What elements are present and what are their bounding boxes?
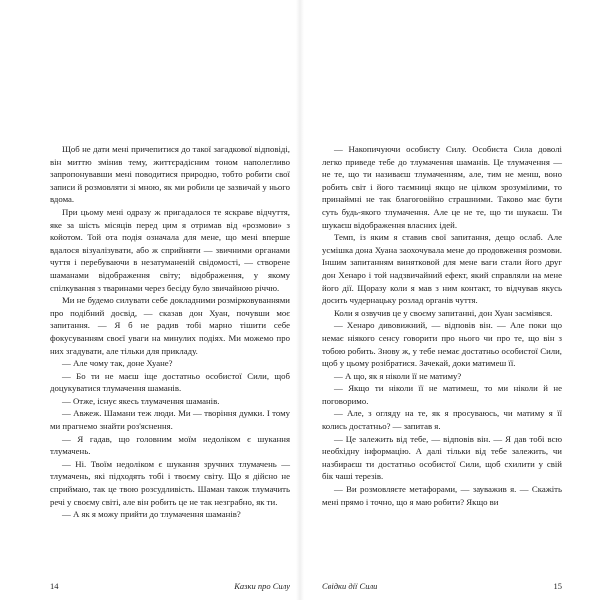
paragraph: — Але чому так, доне Хуане? <box>62 358 173 369</box>
paragraph: — А як я можу прийти до тлумачення шаманів? <box>62 509 241 520</box>
paragraph: — Але, з огляду на те, як я просуваюсь, чи матиму я її колись достатньо? — запитав я. <box>322 408 562 432</box>
book-gutter <box>296 0 304 600</box>
right-page-footer <box>322 581 562 591</box>
paragraph: — Хенаро дивовижний, — відповів він. — Але поки що немає ніякого сенсу говорити про нього чи про те, що він з тобою робить. Знову ж, у тебе немає достатньо особистої Сили, щоб у цьому розібратися. Зачекай, доки матимеш її. <box>322 320 562 369</box>
left-page-body <box>50 143 290 521</box>
paragraph: — Накопичуючи особисту Силу. Особиста Сила доволі легко приведе тебе до тлумачення шаманів. Це тлумачення — не те, що ти називаєш тлумаченням, але, тим не менш, воно робить світ і його таємниці якщо не цілком зрозумілими, то принаймні не так благоговійно страшними. Таково має бути суть будь-якого тлумачення. Але це не те, що ти шукаєш. Ти шукаєш відображення власних ідей. <box>322 144 562 230</box>
paragraph: Ми не будемо силувати себе докладними розмірковуваннями про подібний досвід, — сказав дон Хуан, почувши моє запитання. — Я б не радив тобі марно тішити себе фокусуванням своєї уваги на минулих подіях. Ми можемо про них згадувати, але тільки для прикладу. <box>50 295 290 356</box>
left-page-footer <box>50 581 290 591</box>
paragraph: — Це залежить від тебе, — відповів він. — Я дав тобі всю необхідну інформацію. А далі тільки від тебе залежить, чи назбираєш ти достатньо особистої Сили, щоб схилити у свій бік чаші терезів. <box>322 433 562 482</box>
paragraph: Щоб не дати мені причепитися до такої загадкової відповіді, він миттю змінив тему, життєрадісним тоном наполегливо запропонувавши мені поводитися природно, тобто робити свої записи й розмовляти зі мною, як ми робили це зазвичай у нього вдома. <box>50 144 290 205</box>
paragraph: — Якщо ти ніколи її не матимеш, то ми ніколи й не поговоримо. <box>322 383 562 406</box>
page-number: 15 <box>553 581 562 591</box>
right-page-body <box>322 143 562 508</box>
paragraph: Коли я озвучив це у своєму запитанні, дон Хуан засміявся. <box>334 307 553 318</box>
running-title: Свідки дії Сили <box>322 581 378 591</box>
paragraph: — Я гадав, що головним моїм недоліком є шукання тлумачень. <box>50 433 290 457</box>
page-number: 14 <box>50 581 59 591</box>
paragraph: — Ні. Твоїм недоліком є шукання зручних тлумачень — тлумачень, які підходять тобі і твоєму світу. Що я дійсно не сприймаю, так це твою розсудливість. Шаман також тлумачить речі у своєму світі, але він робить це не так незграбно, як ти. <box>50 458 290 507</box>
paragraph: — А що, як я ніколи її не матиму? <box>334 370 462 381</box>
paragraph: При цьому мені одразу ж пригадалося те яскраве відчуття, яке за шість місяців перед цим я отримав від «розмови» з койотом. Той ота подія означала для мене, що мені вперше вдалося візуалізувати, або ж сприйняти — звичними органами чуття і перебуваючи в незатуманеній свідомості, — створене шаманами відображення світу; відображення, у якому спілкування з тваринами через бесіду було звичайною річчю. <box>50 206 290 293</box>
running-title: Казки про Силу <box>234 581 290 591</box>
paragraph: — Отже, існує якесь тлумачення шаманів. <box>62 395 220 406</box>
paragraph: — Ви розмовляєте метафорами, — зауважив я. — Скажіть мені прямо і точно, що я маю робити? Якщо ви <box>322 484 562 507</box>
paragraph: Темп, із яким я ставив свої запитання, дещо ослаб. Але усмішка дона Хуана заохочувала мене до продовження розмови. Іншим запитанням винятковой для мене ваги стали його друг дон Хенаро і той надзвичайний ефект, який справляли на мене його дії. Щоразу коли я мав з ним контакт, то відчував якусь досить чудернацьку розлад органів чуття. <box>322 232 562 306</box>
paragraph: — Бо ти не маєш іще достатньо особистої Сили, щоб доцукуватися тлумачення шаманів. <box>50 370 290 394</box>
paragraph: — Авжеж. Шамани теж люди. Ми — творіння думки. І тому ми прагнемо знайти роз'яснення. <box>50 408 290 432</box>
